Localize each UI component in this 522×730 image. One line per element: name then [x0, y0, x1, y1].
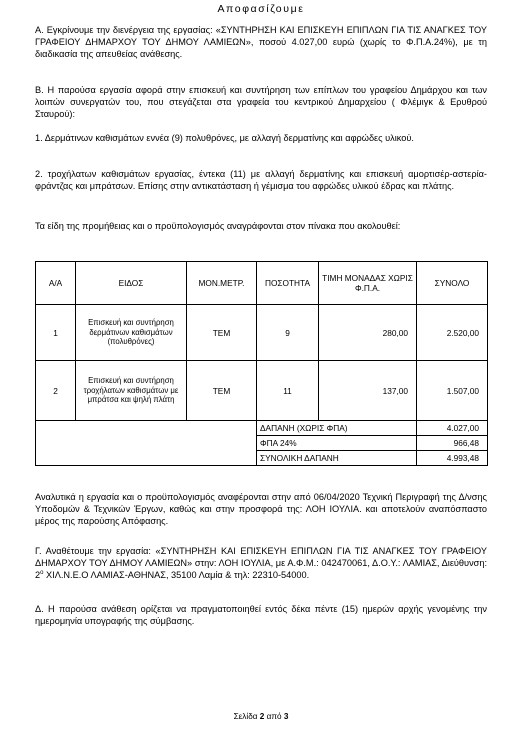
- paragraph-b-table-intro: Τα είδη της προμήθειας και ο προϋπολογισμός αναγράφονται στον πίνακα που ακολουθεί:: [35, 221, 401, 231]
- totals-row-net: [36, 421, 488, 436]
- totals-vat-value: 966,48: [417, 436, 488, 451]
- row-timi: 137,00: [319, 361, 417, 421]
- row-aa: 1: [36, 305, 76, 361]
- footer-prefix: Σελίδα: [233, 712, 260, 721]
- paragraph-g: [35, 545, 487, 581]
- paragraph-c: Αναλυτικά η εργασία και ο προϋπολογισμός αναφέρονται στην από 06/04/2020 Τεχνική Περιγραφή της Δ/νσης Υποδομών & Τεχνικών Έργων, καθώς και στην προσφορά της: ΛΟΗ ΙΟΥΛΙΑ. και αποτελούν αναπόσπαστο μέρος της παρούσης Απόφασης.: [35, 492, 487, 526]
- row-synolo: 1.507,00: [417, 361, 488, 421]
- totals-net-label: ΔΑΠΑΝΗ (ΧΩΡΙΣ ΦΠΑ): [257, 421, 417, 436]
- header-eidos: ΕΙΔΟΣ: [76, 262, 187, 305]
- header-aa: Α/Α: [36, 262, 76, 305]
- totals-net-value: 4.027,00: [417, 421, 488, 436]
- items-table: [35, 261, 488, 466]
- row-synolo: 2.520,00: [417, 305, 488, 361]
- totals-vat-label: ΦΠΑ 24%: [257, 436, 417, 451]
- totals-grand-value: 4.993,48: [417, 451, 488, 466]
- row-posotita: 9: [257, 305, 319, 361]
- section-heading: Αποφασίζουμε: [217, 3, 305, 15]
- table-row: [36, 361, 488, 421]
- table-header-row: [36, 262, 488, 305]
- row-posotita: 11: [257, 361, 319, 421]
- row-eidos: Επισκευή και συντήρηση δερμάτινων καθισμάτων (πολυθρόνες): [76, 305, 187, 361]
- table-row: [36, 305, 488, 361]
- header-timi: ΤΙΜΗ ΜΟΝΑΔΑΣ ΧΩΡΙΣ Φ.Π.Α.: [319, 262, 417, 305]
- footer-middle: από: [264, 712, 284, 721]
- header-monada: ΜΟΝ.ΜΕΤΡ.: [187, 262, 257, 305]
- totals-grand-label: ΣΥΝΟΛΙΚΗ ΔΑΠΑΝΗ: [257, 451, 417, 466]
- totals-blank-cell: [36, 421, 257, 466]
- paragraph-b: Β. Η παρούσα εργασία αφορά στην επισκευή και συντήρηση των επίπλων του γραφείου Δημάρχου και των λοιπών συνεργατών του, που στεγάζεται στα γραφεία του κεντρικού Δημαρχείου ( Φλέμιγκ & Ερυθρού Σταυρού):: [35, 85, 487, 119]
- paragraph-g-text-1: Γ. Αναθέτουμε την εργασία: «ΣΥΝΤΗΡΗΣΗ ΚΑΙ ΕΠΙΣΚΕΥΗ ΕΠΙΠΛΩΝ ΓΙΑ ΤΙΣ ΑΝΑΓΚΕΣ ΤΟΥ ΓΡΑΦΕΙΟΥ ΔΗΜΑΡΧΟΥ ΤΟΥ ΔΗΜΟΥ ΛΑΜΙΕΩΝ» στην: ΛΟΗ ΙΟΥΛΙΑ, με Α.Φ.Μ.: 042470061, Δ.Ο.Υ.: ΛΑΜΙΑΣ, Διεύθυνση: 2: [35, 546, 487, 580]
- row-eidos: Επισκευή και συντήρηση τροχήλατων καθισμάτων με μπράτσα και ψηλή πλάτη: [76, 361, 187, 421]
- paragraph-g-text-2: ΧΙΛ.Ν.Ε.Ο ΛΑΜΙΑΣ-ΑΘΗΝΑΣ, 35100 Λαμία & τηλ: 22310-54000.: [43, 570, 310, 580]
- paragraph-b-item-1: 1. Δερμάτινων καθισμάτων εννέα (9) πολυθρόνες, με αλλαγή δερματίνης και αφρώδες υλικού.: [35, 133, 414, 143]
- paragraph-a: Α. Εγκρίνουμε την διενέργεια της εργασίας: «ΣΥΝΤΗΡΗΣΗ ΚΑΙ ΕΠΙΣΚΕΥΗ ΕΠΙΠΛΩΝ ΓΙΑ ΤΙΣ ΑΝΑΓΚΕΣ ΤΟΥ ΓΡΑΦΕΙΟΥ ΔΗΜΑΡΧΟΥ ΤΟΥ ΔΗΜΟΥ ΛΑΜΙΕΩΝ», ποσού 4.027,00 ευρώ (χωρίς το Φ.Π.Α.24%), με τη διαδικασία της απευθείας ανάθεσης.: [35, 25, 487, 59]
- header-posotita: ΠΟΣΟΤΗΤΑ: [257, 262, 319, 305]
- footer-current-page: 2: [259, 712, 265, 721]
- row-monada: ΤΕΜ: [187, 361, 257, 421]
- paragraph-g-ordinal: ο: [40, 569, 44, 576]
- row-monada: ΤΕΜ: [187, 305, 257, 361]
- footer-total-pages: 3: [283, 712, 289, 721]
- row-timi: 280,00: [319, 305, 417, 361]
- header-synolo: ΣΥΝΟΛΟ: [417, 262, 488, 305]
- row-aa: 2: [36, 361, 76, 421]
- page-footer: [0, 712, 522, 721]
- paragraph-b-item-2: 2. τροχήλατων καθισμάτων εργασίας, έντεκα (11) με αλλαγή δερματίνης και επισκευή αμορτισέρ-αστερία-φράντζας και μπράτσων. Επίσης στην αντικατάσταση ή γέμισμα του αφρώδες υλικού έδρας και πλάτης.: [35, 169, 487, 191]
- paragraph-d: Δ. Η παρούσα ανάθεση ορίζεται να πραγματοποιηθεί εντός δέκα πέντε (15) ημερών αρχής γενομένης την ημερομηνία υπογραφής της σύμβασης.: [35, 604, 487, 626]
